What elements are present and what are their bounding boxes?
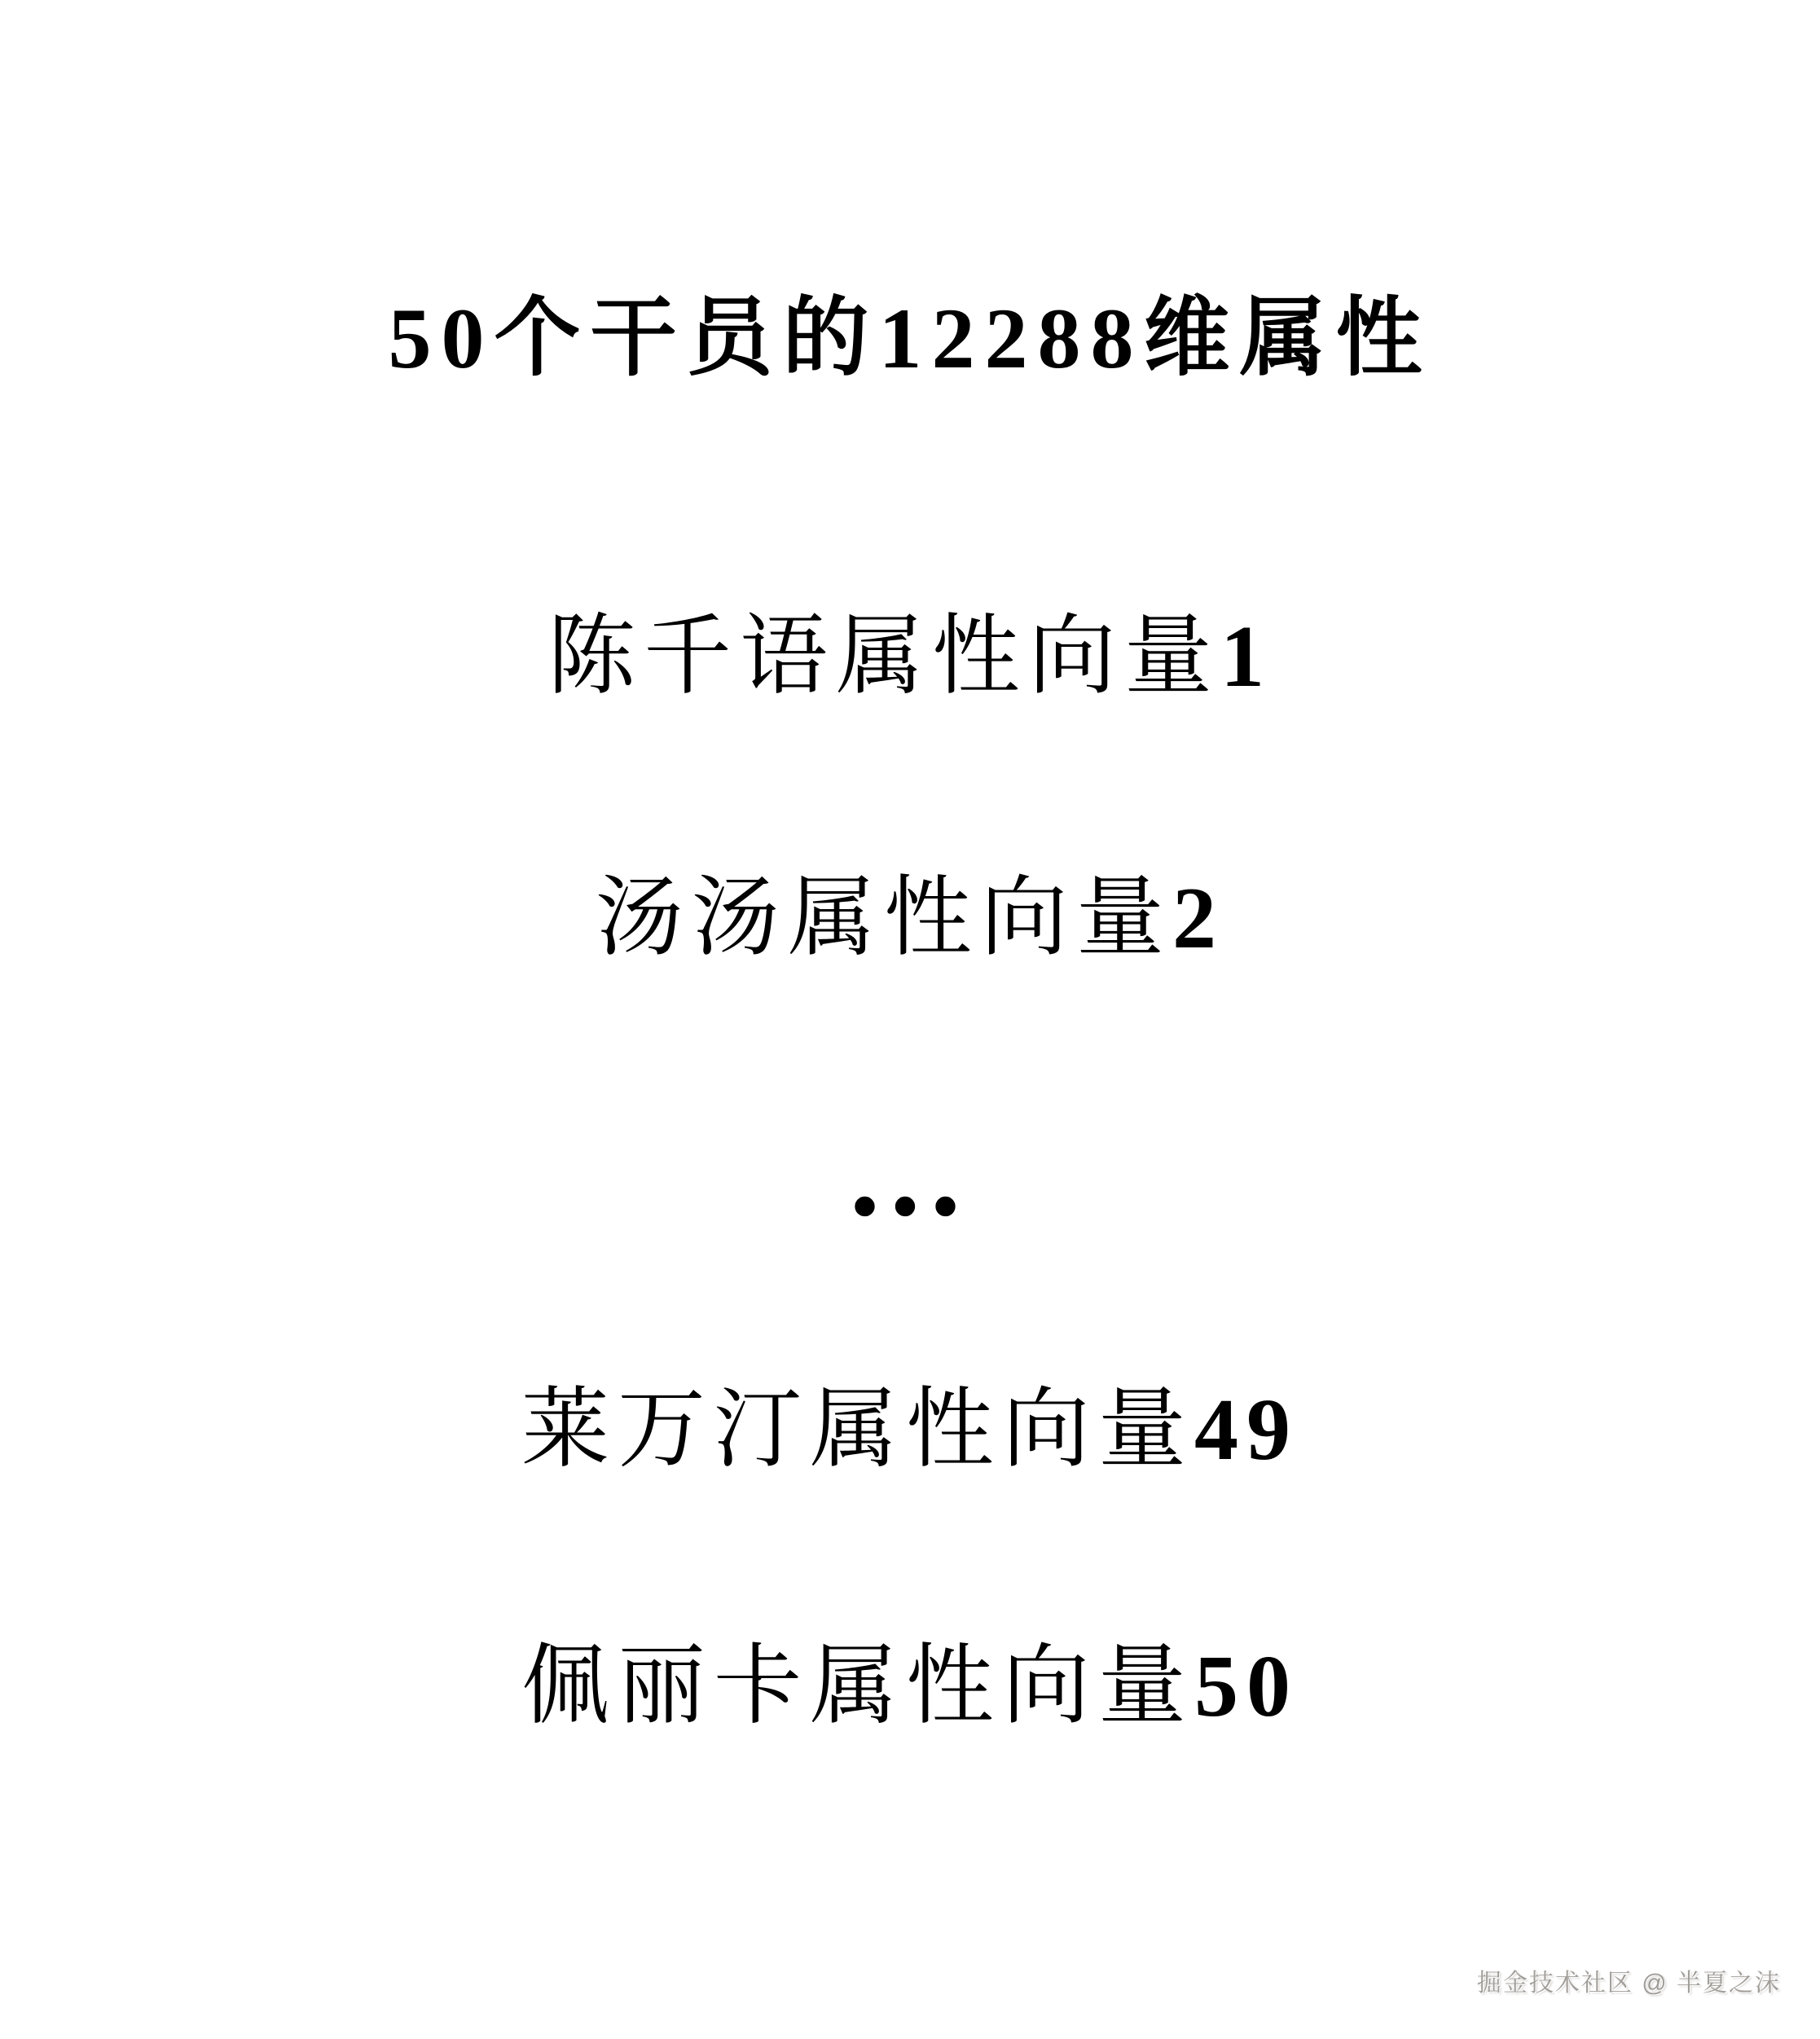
figure-title: 50个干员的12288维属性 bbox=[388, 291, 1432, 386]
operator-name: 莱万汀 bbox=[521, 1382, 810, 1479]
operator-name: 陈千语 bbox=[547, 609, 836, 705]
vector-label: 属性向量 bbox=[788, 870, 1173, 967]
vector-label: 属性向量 bbox=[810, 1382, 1195, 1479]
watermark: 掘金技术社区 @ 半夏之沫 bbox=[1476, 1970, 1781, 1997]
ellipsis: ... bbox=[849, 1106, 971, 1241]
operator-name: 佩丽卡 bbox=[521, 1638, 810, 1735]
vector-index: 1 bbox=[1220, 609, 1273, 705]
vector-row-1 bbox=[0, 609, 1820, 705]
vector-row-50 bbox=[0, 1638, 1820, 1735]
vector-row-2 bbox=[0, 870, 1820, 967]
vector-row-49 bbox=[0, 1382, 1820, 1479]
vector-index: 2 bbox=[1172, 870, 1225, 967]
vector-label: 属性向量 bbox=[836, 609, 1221, 705]
operator-name: 汤汤 bbox=[595, 870, 788, 967]
vector-index: 49 bbox=[1194, 1382, 1299, 1479]
vector-label: 属性向量 bbox=[810, 1638, 1195, 1735]
vector-index: 50 bbox=[1194, 1638, 1299, 1735]
